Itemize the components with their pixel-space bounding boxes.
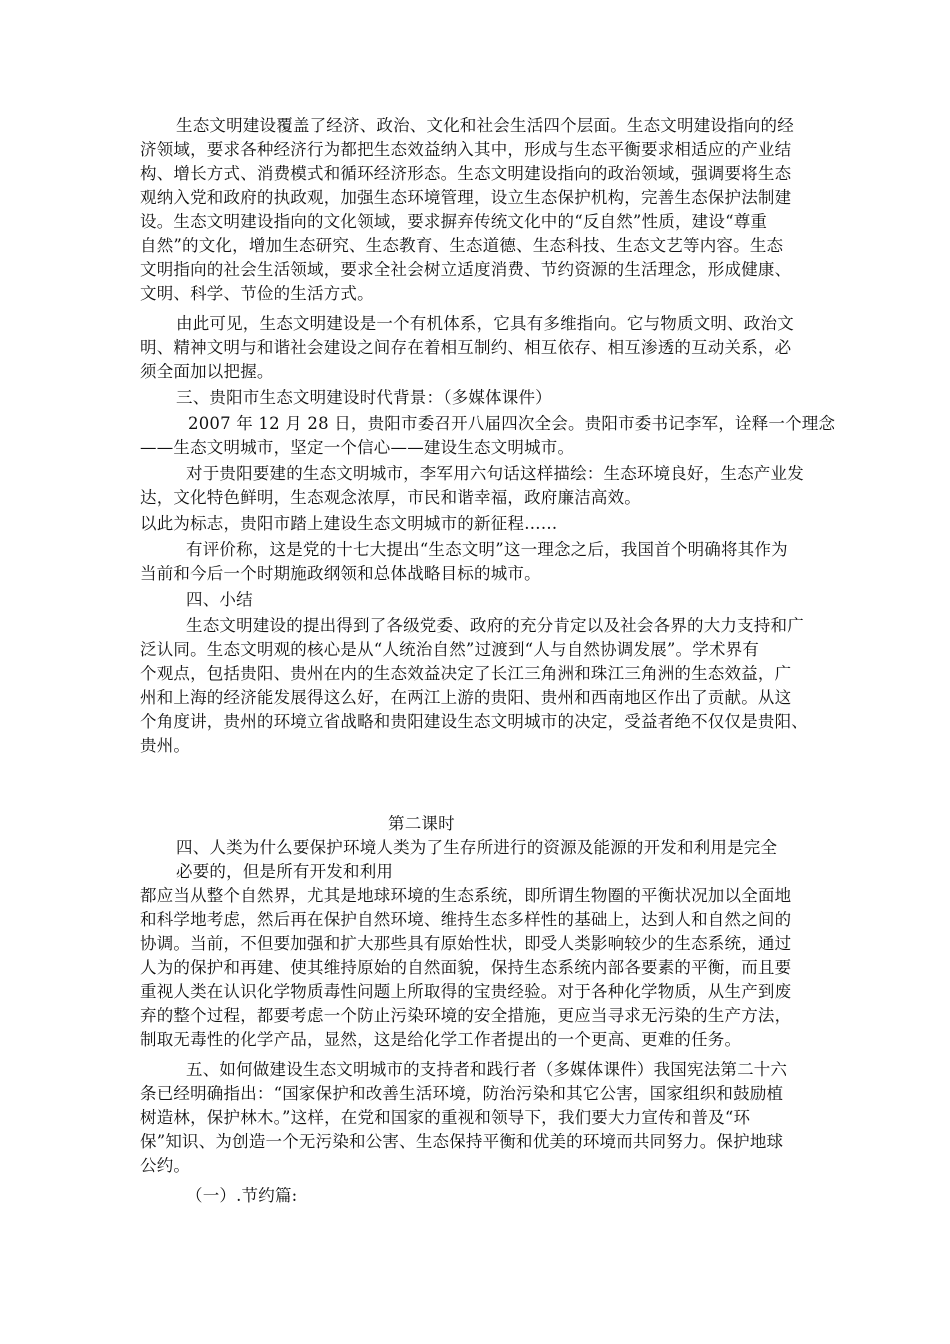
- paragraph-line: 文明指向的社会生活领域，要求全社会树立适度消费、节约资源的生活理念，形成健康、: [140, 260, 792, 279]
- section-heading: 必要的，但是所有开发和利用: [176, 862, 394, 881]
- paragraph-line: 贵州。: [140, 736, 191, 755]
- section-heading: 四、人类为什么要保护环境人类为了生存所进行的资源及能源的开发和利用是完全: [176, 838, 778, 857]
- paragraph-line: 和科学地考虑，然后再在保护自然环境、维持生态多样性的基础上，达到人和自然之间的: [140, 910, 792, 929]
- paragraph-line: 由此可见，生态文明建设是一个有机体系，它具有多维指向。它与物质文明、政治文: [176, 314, 794, 333]
- paragraph-line: 有评价称，这是党的十七大提出“生态文明”这一理念之后，我国首个明确将其作为: [186, 540, 788, 559]
- paragraph-line: 文明、科学、节俭的生活方式。: [140, 284, 374, 303]
- paragraph-line: 公约。: [140, 1156, 191, 1175]
- paragraph-line: 州和上海的经济能发展得这么好，在两江上游的贵阳、贵州和西南地区作出了贡献。从这: [140, 688, 792, 707]
- paragraph-line: 当前和今后一个时期施政纲领和总体战略目标的城市。: [140, 564, 541, 583]
- paragraph-line: 重视人类在认识化学物质毒性问题上所取得的宝贵经验。对于各种化学物质，从生产到废: [140, 982, 792, 1001]
- paragraph-line: 生态文明建设的提出得到了各级党委、政府的充分肯定以及社会各界的大力支持和广: [186, 616, 804, 635]
- paragraph-line: 对于贵阳要建的生态文明城市，李军用六句话这样描绘：生态环境良好，生态产业发: [186, 464, 804, 483]
- lesson-title: 第二课时: [388, 814, 455, 833]
- paragraph-line: 自然”的文化，增加生态研究、生态教育、生态道德、生态科技、生态文艺等内容。生态: [140, 236, 784, 255]
- paragraph-line: 保”知识、为创造一个无污染和公害、生态保持平衡和优美的环境而共同努力。保护地球: [140, 1132, 784, 1151]
- paragraph-line: 2007 年 12 月 28 日，贵阳市委召开八届四次全会。贵阳市委书记李军，诠释一个理念: [188, 414, 836, 433]
- paragraph-line: 个观点，包括贵阳、贵州在内的生态效益决定了长江三角洲和珠江三角洲的生态效益，广: [140, 664, 792, 683]
- paragraph-line: 泛认同。生态文明观的核心是从“人统治自然”过渡到“人与自然协调发展”。学术界有: [140, 640, 760, 659]
- paragraph-line: 观纳入党和政府的执政观，加强生态环境管理，设立生态保护机构，完善生态保护法制建: [140, 188, 792, 207]
- paragraph-line: 明、精神文明与和谐社会建设之间存在着相互制约、相互依存、相互渗透的互动关系，必: [140, 338, 792, 357]
- paragraph-line: 达，文化特色鲜明，生态观念浓厚，市民和谐幸福，政府廉洁高效。: [140, 488, 641, 507]
- paragraph-line: 个角度讲，贵州的环境立省战略和贵阳建设生态文明城市的决定，受益者绝不仅仅是贵阳、: [140, 712, 808, 731]
- section-heading: 四、小结: [186, 590, 253, 609]
- paragraph-line: 济领域，要求各种经济行为都把生态效益纳入其中，形成与生态平衡要求相适应的产业结: [140, 140, 792, 159]
- paragraph-line: 须全面加以把握。: [140, 362, 274, 381]
- paragraph-line: 都应当从整个自然界，尤其是地球环境的生态系统，即所谓生物圈的平衡状况加以全面地: [140, 886, 792, 905]
- paragraph-line: 以此为标志，贵阳市踏上建设生态文明城市的新征程……: [140, 514, 558, 533]
- paragraph-line: 生态文明建设覆盖了经济、政治、文化和社会生活四个层面。生态文明建设指向的经: [176, 116, 794, 135]
- paragraph-line: 树造林，保护林木。”这样，在党和国家的重视和领导下，我们要大力宣传和普及“环: [140, 1108, 751, 1127]
- paragraph-line: 人为的保护和再建、使其维持原始的自然面貌，保持生态系统内部各要素的平衡，而且要: [140, 958, 792, 977]
- section-heading: 五、如何做建设生态文明城市的支持者和践行者（多媒体课件）我国宪法第二十六: [186, 1060, 788, 1079]
- section-heading: 三、贵阳市生态文明建设时代背景：（多媒体课件）: [176, 388, 552, 407]
- paragraph-line: 构、增长方式、消费模式和循环经济形态。生态文明建设指向的政治领域，强调要将生态: [140, 164, 792, 183]
- paragraph-line: ——生态文明城市，坚定一个信心——建设生态文明城市。: [140, 438, 575, 457]
- subsection-heading: （一）.节约篇:: [186, 1186, 298, 1205]
- paragraph-line: 弃的整个过程，都要考虑一个防止污染环境的安全措施，更应当寻求无污染的生产方法，: [140, 1006, 792, 1025]
- paragraph-line: 条已经明确指出：“国家保护和改善生活环境，防治污染和其它公害，国家组织和鼓励植: [140, 1084, 784, 1103]
- paragraph-line: 协调。当前，不但要加强和扩大那些具有原始性状，即受人类影响较少的生态系统，通过: [140, 934, 792, 953]
- paragraph-line: 制取无毒性的化学产品，显然，这是给化学工作者提出的一个更高、更难的任务。: [140, 1030, 742, 1049]
- paragraph-line: 设。生态文明建设指向的文化领域，要求摒弃传统文化中的“反自然”性质，建设“尊重: [140, 212, 768, 231]
